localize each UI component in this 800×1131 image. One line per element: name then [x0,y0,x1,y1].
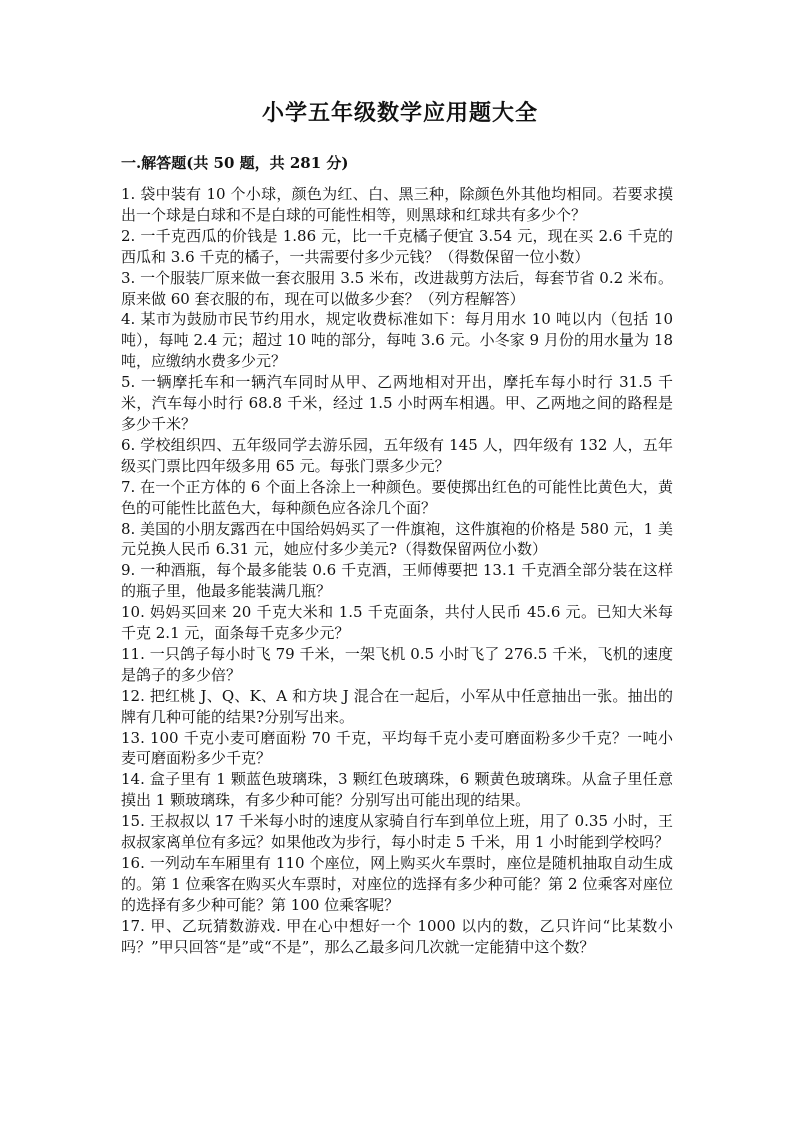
question-item: 16. 一列动车车厢里有 110 个座位，网上购买火车票时，座位是随机抽取自动生成的。第 1 位乘客在购买火车票时，对座位的选择有多少种可能？第 2 位乘客对座位的选择有多少种可能？第 100 位乘客呢？ [121,854,673,914]
question-item: 12. 把红桃 J、Q、K、A 和方块 J 混合在一起后，小军从中任意抽出一张。抽出的牌有几种可能的结果?分别写出来。 [121,686,673,726]
question-item: 15. 王叔叔以 17 千米每小时的速度从家骑自行车到单位上班，用了 0.35 小时，王叔叔家离单位有多远？如果他改为步行，每小时走 5 千米，用 1 小时能到学校吗？ [121,812,673,852]
page-title: 小学五年级数学应用题大全 [261,100,538,126]
question-item: 17. 甲、乙玩猜数游戏. 甲在心中想好一个 1000 以内的数，乙只许问“比某数小吗？”甲只回答“是”或“不是”，那么乙最多问几次就一定能猜中这个数？ [121,916,673,956]
question-list [121,184,673,958]
section-heading: 一.解答题(共 50 题，共 281 分) [121,154,349,172]
question-item: 8. 美国的小朋友露西在中国给妈妈买了一件旗袍，这件旗袍的价格是 580 元，1 美元兑换人民币 6.31 元，她应付多少美元?（得数保留两位小数） [121,519,673,559]
question-item: 11. 一只鸽子每小时飞 79 千米，一架飞机 0.5 小时飞了 276.5 千米，飞机的速度是鸽子的多少倍？ [121,644,673,684]
question-item: 1. 袋中装有 10 个小球，颜色为红、白、黑三种，除颜色外其他均相同。若要求摸出一个球是白球和不是白球的可能性相等，则黑球和红球共有多少个？ [121,185,673,224]
question-item: 13. 100 千克小麦可磨面粉 70 千克，平均每千克小麦可磨面粉多少千克？一吨小麦可磨面粉多少千克？ [121,728,673,768]
question-item: 5. 一辆摩托车和一辆汽车同时从甲、乙两地相对开出，摩托车每小时行 31.5 千米，汽车每小时行 68.8 千米，经过 1.5 小时两车相遇。甲、乙两地之间的路程是多少千米？ [121,373,673,433]
question-item: 2. 一千克西瓜的价钱是 1.86 元，比一千克橘子便宜 3.54 元，现在买 2.6 千克的西瓜和 3.6 千克的橘子，一共需要付多少元钱？（得数保留一位小数） [121,226,673,266]
question-item: 14. 盒子里有 1 颗蓝色玻璃珠，3 颗红色玻璃珠，6 颗黄色玻璃珠。从盒子里任意摸出 1 颗玻璃珠，有多少种可能？分别写出可能出现的结果。 [121,770,673,810]
question-item: 10. 妈妈买回来 20 千克大米和 1.5 千克面条，共付人民币 45.6 元。已知大米每千克 2.1 元，面条每千克多少元？ [121,603,673,643]
question-item: 6. 学校组织四、五年级同学去游乐园，五年级有 145 人，四年级有 132 人，五年级买门票比四年级多用 65 元。每张门票多少元？ [121,435,673,475]
question-item: 4. 某市为鼓励市民节约用水，规定收费标准如下：每月用水 10 吨以内（包括 10 吨），每吨 2.4 元；超过 10 吨的部分，每吨 3.6 元。小冬家 9 月份的用水量为 18 吨，应缴纳水费多少元？ [121,310,673,371]
question-item: 9. 一种酒瓶，每个最多能装 0.6 千克酒，王师傅要把 13.1 千克酒全部分装在这样的瓶子里，他最多能装满几瓶？ [121,561,673,601]
question-item: 3. 一个服装厂原来做一套衣服用 3.5 米布，改进裁剪方法后，每套节省 0.2 米布。原来做 60 套衣服的布，现在可以做多少套？（列方程解答） [121,268,673,308]
question-item: 7. 在一个正方体的 6 个面上各涂上一种颜色。要使掷出红色的可能性比黄色大，黄色的可能性比蓝色大，每种颜色应各涂几个面？ [121,477,673,517]
